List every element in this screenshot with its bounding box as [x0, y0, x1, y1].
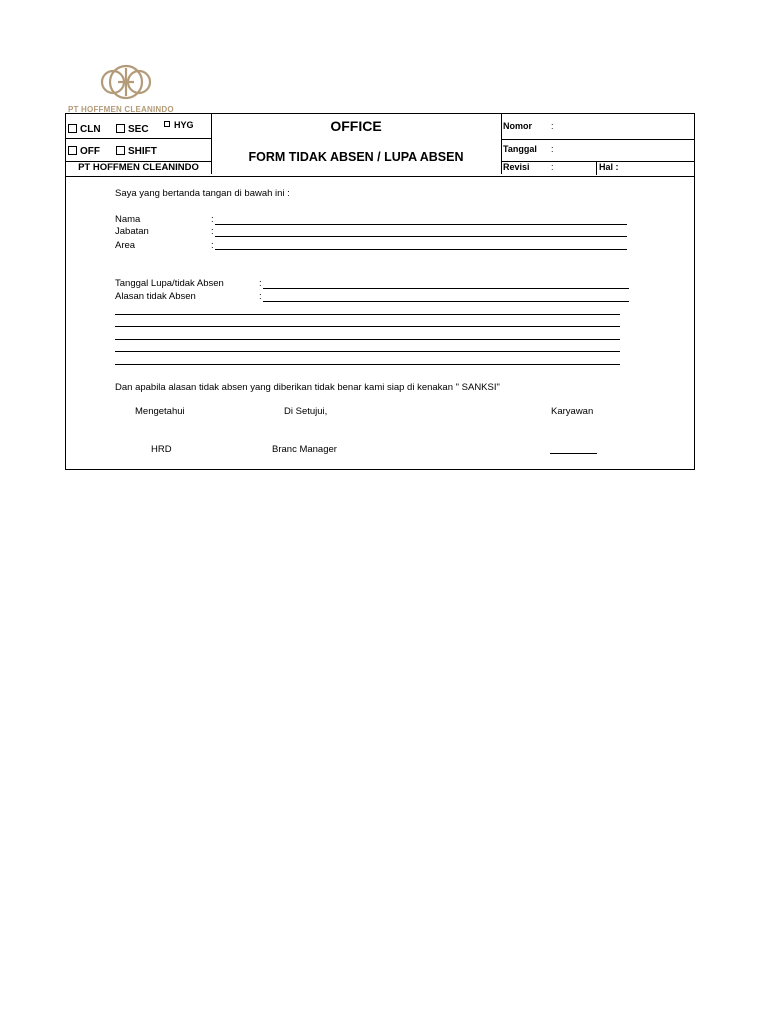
tanggal-colon: :	[551, 144, 554, 154]
signature-karyawan: Karyawan	[551, 406, 594, 417]
reason-line[interactable]	[115, 339, 620, 340]
intro-text: Saya yang bertanda tangan di bawah ini :	[115, 188, 290, 199]
field-jabatan-label: Jabatan	[115, 226, 149, 237]
reason-line[interactable]	[115, 364, 620, 365]
signature-manager: Branc Manager	[272, 444, 337, 455]
field-nama-line[interactable]	[215, 224, 627, 225]
date-field-line[interactable]	[263, 288, 629, 289]
field-area-label: Area	[115, 240, 136, 251]
signature-disetujui: Di Setujui,	[284, 406, 328, 417]
checkbox-sec[interactable]: SEC	[116, 124, 149, 135]
signature-hrd: HRD	[151, 444, 172, 455]
nomor-label: Nomor	[503, 121, 532, 131]
field-nama-label: Nama	[115, 214, 141, 225]
field-area-line[interactable]	[215, 249, 627, 250]
field-jabatan-line[interactable]	[215, 236, 627, 237]
field-jabatan-colon: :	[211, 226, 214, 237]
nomor-colon: :	[551, 121, 554, 131]
revisi-colon: :	[551, 162, 554, 172]
office-title: OFFICE	[330, 118, 382, 134]
date-field-colon: :	[259, 278, 262, 289]
hal-label: Hal :	[599, 162, 619, 172]
reason-line[interactable]	[115, 314, 620, 315]
field-nama-colon: :	[211, 214, 214, 225]
reason-line[interactable]	[115, 351, 620, 352]
checkbox-shift[interactable]: SHIFT	[116, 146, 157, 157]
checkbox-icon[interactable]	[116, 124, 125, 133]
checkbox-icon[interactable]	[164, 121, 170, 127]
field-area-colon: :	[211, 240, 214, 251]
logo-company-name: PT HOFFMEN CLEANINDO	[68, 105, 174, 114]
reason-field-label: Alasan tidak Absen	[115, 291, 196, 302]
signature-mengetahui: Mengetahui	[135, 406, 185, 417]
checkbox-hyg[interactable]: HYG	[164, 120, 194, 130]
company-name: PT HOFFMEN CLEANINDO	[78, 162, 199, 173]
checkbox-icon[interactable]	[116, 146, 125, 155]
revisi-label: Revisi	[503, 162, 530, 172]
checkbox-icon[interactable]	[68, 124, 77, 133]
checkbox-off[interactable]: OFF	[68, 146, 100, 157]
statement-text: Dan apabila alasan tidak absen yang diberikan tidak benar kami siap di kenakan " SANKSI"	[115, 382, 500, 393]
signature-karyawan-line[interactable]	[550, 453, 597, 454]
reason-field-line[interactable]	[263, 301, 629, 302]
form-header	[66, 114, 694, 177]
form-title: FORM TIDAK ABSEN / LUPA ABSEN	[248, 150, 464, 164]
tanggal-label: Tanggal	[503, 144, 537, 154]
reason-field-colon: :	[259, 291, 262, 302]
reason-line[interactable]	[115, 326, 620, 327]
absence-form	[65, 113, 695, 470]
checkbox-cln[interactable]: CLN	[68, 124, 101, 135]
checkbox-icon[interactable]	[68, 146, 77, 155]
date-field-label: Tanggal Lupa/tidak Absen	[115, 278, 224, 289]
